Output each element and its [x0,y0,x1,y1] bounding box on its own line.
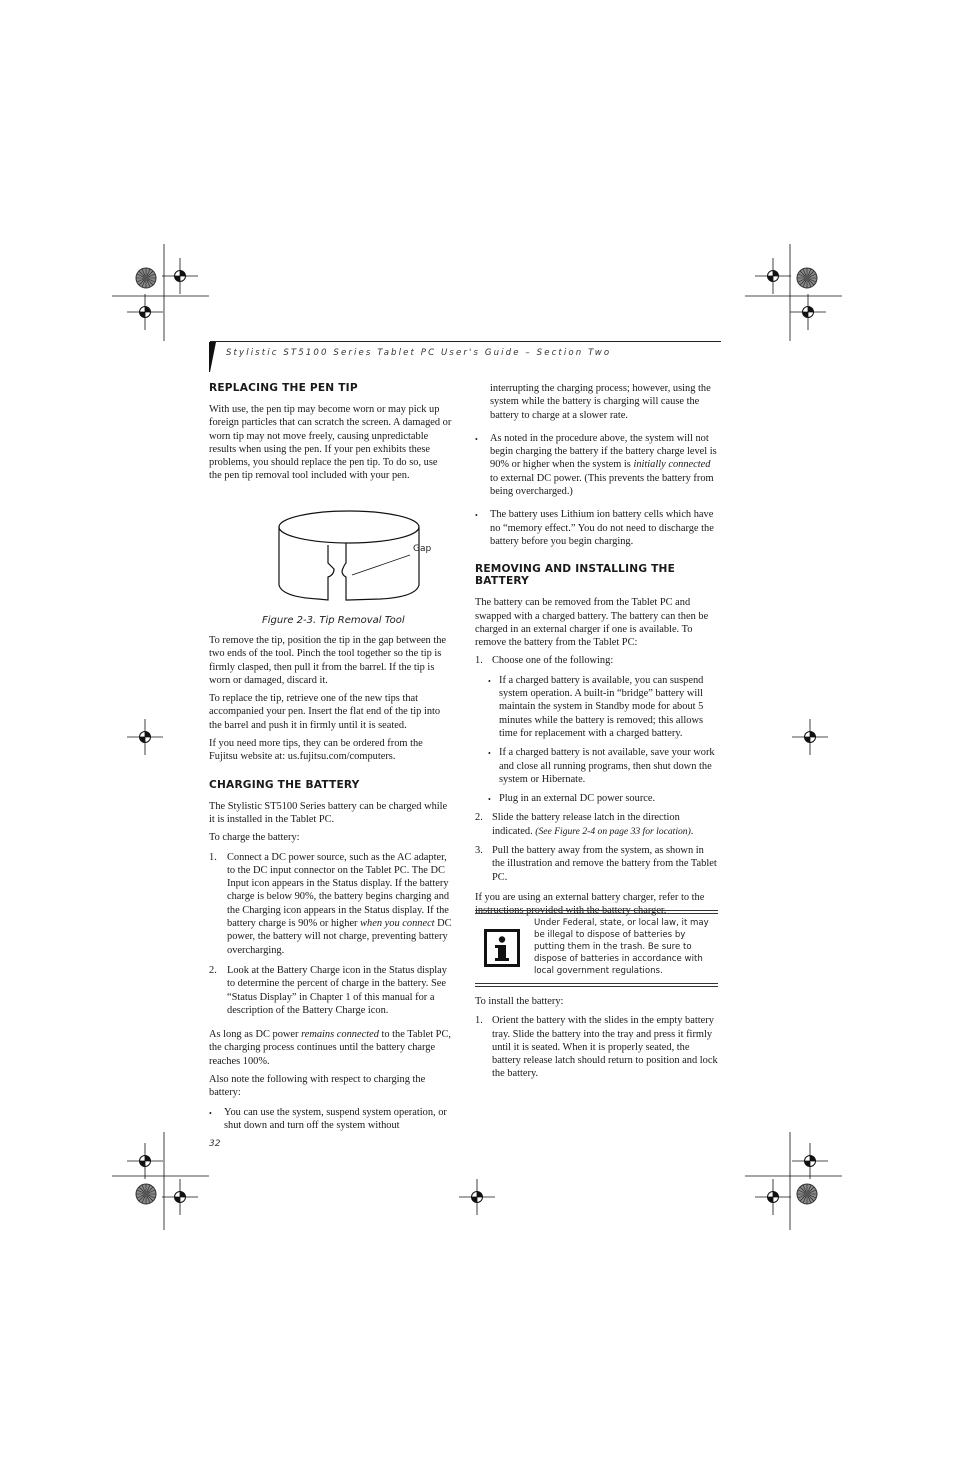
step-number: 3. [475,845,483,857]
step-text: Pull the battery away from the system, as shown in the illustration and remove the battery from the Tablet PC. [492,845,717,883]
section-heading-charging-battery: CHARGING THE BATTERY [209,778,360,791]
remove-step-2 [475,811,718,838]
registration-mark-icon [755,258,791,294]
step-text: Connect a DC power source, such as the AC adapter, to the DC input connector on the Tablet PC. The DC Input icon appears in the Status display. If the battery charge is below 90%, the battery begins charging and the Charging icon appears in the Status display. If the battery charge is 90% or higher when you connect DC power, the battery will not charge, preventing battery overcharging. [227,851,452,956]
note-1-continued: interrupting the charging process; however, using the system while the battery is charging will cause the battery to charge at a slower rate. [490,383,711,421]
install-step-1 [475,1014,718,1080]
charging-note-1 [209,1106,452,1133]
external-charger-paragraph: If you are using an external battery charger, refer to the [475,891,705,903]
option-text: If a charged battery is available, you can suspend system operation. A built-in “bridge” battery will maintain the system in Standby mode for about 5 minutes while the battery is removed; this allows time for replacement with a charged battery. [499,674,704,739]
option-text: Plug in an external DC power source. [499,793,656,805]
color-target-icon [136,1184,156,1204]
dc-connected-paragraph: As long as DC power remains connected to the Tablet PC, the charging process continues until the battery charge reaches 100%. [209,1029,451,1067]
step-number: 2. [475,812,483,824]
charge-intro: The Stylistic ST5100 Series battery can be charged while it is installed in the Tablet PC. [209,800,448,825]
bullet: • [488,749,491,759]
charge-step-2 [209,964,452,1017]
header-tab-mark [209,342,217,372]
registration-mark-icon [162,1179,198,1215]
step-text: Slide the battery release latch in the direction indicated. (See Figure 2-4 on page 33 for location). [492,812,694,837]
left-column [209,382,452,483]
registration-mark-icon [162,258,198,294]
install-lead: To install the battery: [475,996,564,1007]
replace-tip-paragraph: To replace the tip, retrieve one of the new tips that accompanied your pen. Insert the flat end of the tip into the barrel and push it in firmly until it is seated. [209,693,441,731]
registration-mark-icon [790,294,826,330]
note-text-start: You can use the system, suspend system operation, or shut down and turn off the system without [224,1106,447,1131]
charge-lead: To charge the battery: [209,832,300,844]
also-note-paragraph: Also note the following with respect to charging the battery: [209,1074,426,1099]
header-rule [210,341,721,342]
figure-caption: Figure 2-3. Tip Removal Tool [262,615,405,626]
registration-mark-icon [755,1179,791,1215]
right-column-install [475,995,718,1081]
left-column-continued [209,634,452,1132]
info-icon [484,929,520,967]
registration-mark-icon [792,719,828,755]
color-target-icon [797,1184,817,1204]
step-number: 2. [209,964,217,976]
tip-removal-tool-figure [270,505,450,610]
bullet: • [475,434,478,444]
bullet: • [475,511,478,521]
note-box-top-rule-inner [475,913,718,914]
charging-note-2 [475,432,718,498]
remove-option-2 [475,746,718,786]
remove-step-1 [475,654,718,667]
registration-mark-icon [459,1179,495,1215]
note-text: As noted in the procedure above, the system will not begin charging the battery if the battery charge level is 90% or higher when the system is initially connected to external DC power. (This prevents the battery from being overcharged.) [490,432,717,498]
section-heading-replacing-pen-tip: REPLACING THE PEN TIP [209,382,358,394]
disposal-note-text: Under Federal, state, or local law, it may be illegal to dispose of batteries by putting them in the trash. Be sure to dispose of batteries in accordance with local government regulations. [534,918,709,976]
remove-option-3 [475,792,718,805]
step-text: Look at the Battery Charge icon in the Status display to determine the percent of charge in the battery. See “Status Display” in Chapter 1 of this manual for a description of the Battery Charge icon. [227,964,447,1016]
step-number: 1. [475,655,483,667]
section-heading-removing-installing-battery: REMOVING AND INSTALLING THE BATTERY [475,563,676,588]
registration-mark-icon [127,294,163,330]
remove-intro: The battery can be removed from the Tablet PC and swapped with a charged battery. The battery can then be charged in an external charger if one is available. To remove the battery from the Tablet PC: [475,597,709,649]
registration-mark-icon [127,1143,163,1179]
registration-mark-icon [127,719,163,755]
figure-callout-gap: Gap [413,544,432,554]
note-box-bottom-rule [475,986,718,987]
color-target-icon [136,268,156,288]
step-number: 1. [475,1015,483,1027]
remove-tip-paragraph: To remove the tip, position the tip in the gap between the two ends of the tool. Pinch the tool together so the tip is firmly clasped, then pull it from the barrel. If the tip is worn or damaged, discard it. [209,635,447,686]
note-box-top-rule [475,910,718,911]
right-column [475,382,718,918]
more-tips-paragraph: If you need more tips, they can be ordered from the Fujitsu website at: us.fujitsu.com/computers. [209,738,423,763]
bullet: • [488,676,491,686]
pen-tip-intro: With use, the pen tip may become worn or may pick up foreign particles that can scratch the screen. A damaged or worn tip may not move freely, causing unpredictable results when using the pen. If your pen exhibits these problems, you should replace the pen tip. To do so, use the pen tip removal tool included with your pen. [209,404,452,482]
step-text: Orient the battery with the slides in the empty battery tray. Slide the battery into the tray and press it firmly until it is seated. When it is properly seated, the battery release latch should return to position and lock the battery. [492,1015,718,1080]
remove-option-1 [475,674,718,740]
bullet: • [209,1108,212,1118]
charging-note-3 [475,508,718,548]
remove-step-3 [475,844,718,884]
option-text: If a charged battery is not available, save your work and close all running programs, then shut down the system or Hibernate. [499,747,715,785]
bullet: • [488,795,491,805]
color-target-icon [797,268,817,288]
charge-step-1 [209,851,452,957]
page-number: 32 [209,1139,221,1149]
running-header: Stylistic ST5100 Series Tablet PC User's Guide – Section Two [226,348,612,358]
step-text: Choose one of the following: [492,655,614,667]
step-number: 1. [209,851,217,863]
registration-mark-icon [792,1143,828,1179]
note-text: The battery uses Lithium ion battery cells which have no “memory effect.” You do not need to discharge the battery before you begin charging. [490,509,714,547]
note-box-bottom-rule-inner [475,983,718,984]
